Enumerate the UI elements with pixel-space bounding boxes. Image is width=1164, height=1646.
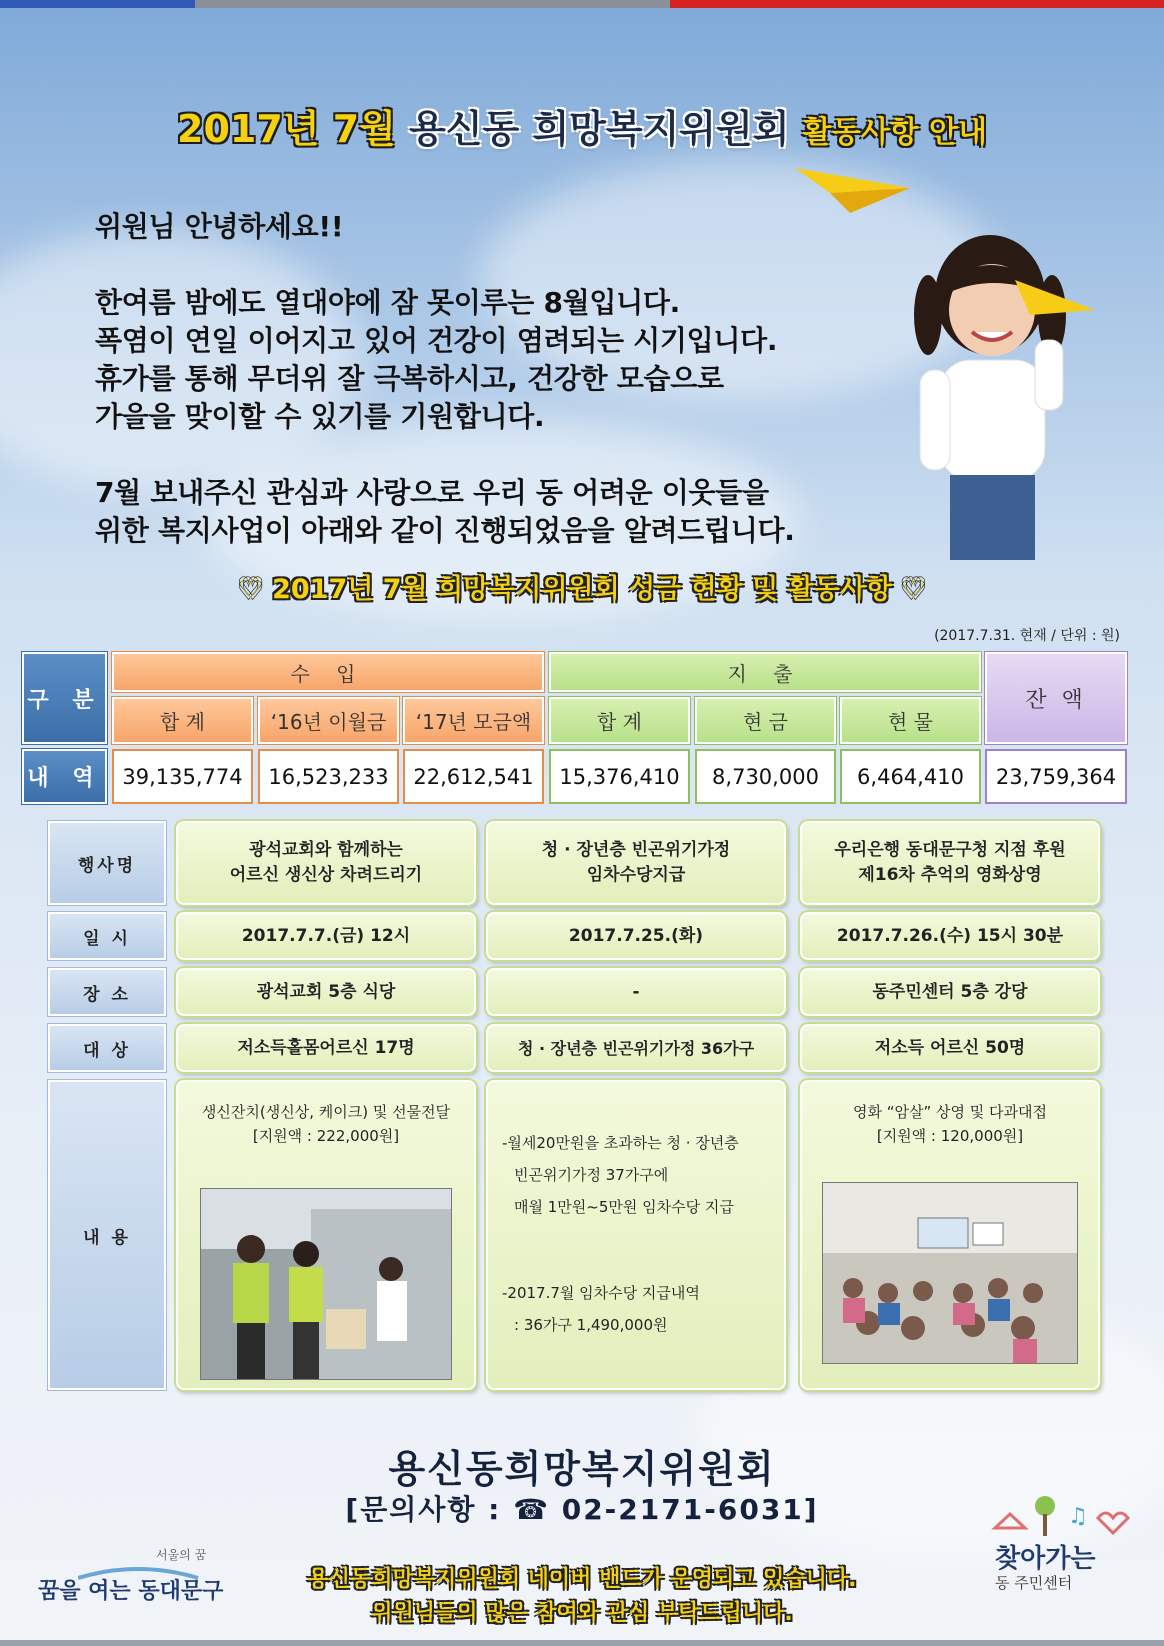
event-3-name-line2: 제16차 추억의 영화상영 xyxy=(858,865,1042,885)
event-2-content xyxy=(486,1080,786,1390)
event-1-photo xyxy=(200,1188,452,1380)
band-notice-1: 용신동희망복지위원회 네이버 밴드가 운영되고 있습니다. xyxy=(307,1567,857,1592)
svg-text:♫: ♫ xyxy=(1068,1504,1088,1529)
band-notice-2: 위원님들의 많은 참여와 관심 부탁드립니다. xyxy=(371,1601,793,1626)
value-cash: 8,730,000 xyxy=(695,749,836,804)
event-3-target: 저소득 어르신 50명 xyxy=(800,1024,1100,1072)
expense-col-total: 합 계 xyxy=(549,697,690,744)
income-col-carryover: ‘16년 이월금 xyxy=(258,697,399,744)
event-1-name xyxy=(176,821,476,905)
event-1-content xyxy=(176,1080,476,1390)
dongdaemun-logo xyxy=(38,1548,238,1618)
event-2-spacer xyxy=(502,1223,784,1277)
event-2-name-line2: 임차수당지급 xyxy=(586,865,686,885)
event-3-content xyxy=(800,1080,1100,1390)
row-label-event: 행사명 xyxy=(48,821,166,905)
paper-plane-decoration xyxy=(790,158,920,218)
top-accent-red xyxy=(670,0,1164,8)
event-1-name-line2: 어르신 생신상 차려드리기 xyxy=(229,865,423,885)
event-1-support-amount: [지원액 : 222,000원] xyxy=(252,1127,400,1145)
event-2-target: 청 · 장년층 빈곤위기가정 36가구 xyxy=(486,1024,786,1072)
row-label-place: 장 소 xyxy=(48,968,166,1016)
event-2-date: 2017.7.25.(화) xyxy=(486,912,786,960)
title-org: 용신동 희망복지위원회 xyxy=(395,107,803,151)
unit-note: (2017.7.31. 현재 / 단위 : 원) xyxy=(934,628,1120,644)
income-col-donations: ‘17년 모금액 xyxy=(403,697,544,744)
event-2-name xyxy=(486,821,786,905)
income-header: 수 입 xyxy=(112,652,544,692)
top-accent-blue xyxy=(0,0,195,8)
event-3-date: 2017.7.26.(수) 15시 30분 xyxy=(800,912,1100,960)
page-title xyxy=(0,98,1164,153)
logo-left-text: 꿈을 여는 동대문구 xyxy=(38,1579,224,1604)
event-2-line-2: 빈곤위기가정 37가구에 xyxy=(514,1166,669,1184)
expense-header: 지 출 xyxy=(549,652,981,692)
expense-col-goods: 현 물 xyxy=(840,697,981,744)
title-suffix: 활동사항 안내 xyxy=(802,115,987,150)
logo-left-small: 서울의 꿈 xyxy=(156,1548,207,1562)
value-carryover: 16,523,233 xyxy=(258,749,399,804)
title-date: 2017년 7월 xyxy=(177,107,396,151)
label-detail: 내 역 xyxy=(22,749,107,804)
event-3-support-amount: [지원액 : 120,000원] xyxy=(876,1127,1024,1145)
income-col-total: 합 계 xyxy=(112,697,253,744)
event-1-place: 광석교회 5층 식당 xyxy=(176,968,476,1016)
event-2-line-1: -월세20만원을 초과하는 청 · 장년층 xyxy=(502,1134,739,1152)
footer-organization: 용신동희망복지위원회 xyxy=(388,1447,776,1491)
logo-right-word1: 찾아가는 xyxy=(995,1544,1096,1574)
event-1-target: 저소득홀몸어르신 17명 xyxy=(176,1024,476,1072)
event-3-place: 동주민센터 5층 강당 xyxy=(800,968,1100,1016)
event-3-photo xyxy=(822,1182,1078,1364)
row-label-target: 대 상 xyxy=(48,1024,166,1072)
value-goods: 6,464,410 xyxy=(840,749,981,804)
value-donations: 22,612,541 xyxy=(403,749,544,804)
event-1-date: 2017.7.7.(금) 12시 xyxy=(176,912,476,960)
event-3-name xyxy=(800,821,1100,905)
event-2-place: - xyxy=(486,968,786,1016)
event-2-line-6: : 36가구 1,490,000원 xyxy=(514,1316,668,1334)
event-1-name-line1: 광석교회와 함께하는 xyxy=(249,840,403,860)
event-2-line-5: -2017.7월 임차수당 지급내역 xyxy=(502,1284,700,1302)
event-1-content-text: 생신잔치(생신상, 케이크) 및 선물전달 xyxy=(201,1103,451,1121)
community-center-logo xyxy=(990,1488,1140,1598)
logo-right-line1 xyxy=(995,1538,1095,1575)
event-2-line-3: 매월 1만원~5만원 임차수당 지급 xyxy=(514,1198,734,1216)
event-2-name-line1: 청 · 장년층 빈곤위기가정 xyxy=(541,840,731,860)
value-balance: 23,759,364 xyxy=(985,749,1127,804)
row-label-date: 일 시 xyxy=(48,912,166,960)
bottom-border xyxy=(0,1640,1164,1646)
top-accent-gray xyxy=(195,0,670,8)
event-3-name-line1: 우리은행 동대문구청 지점 후원 xyxy=(834,840,1066,860)
event-3-content-text: 영화 “암살” 상영 및 다과대접 xyxy=(852,1103,1047,1121)
value-income-total: 39,135,774 xyxy=(112,749,253,804)
girl-with-paper-plane-illustration xyxy=(880,220,1100,560)
label-category: 구 분 xyxy=(22,652,107,744)
row-label-content: 내 용 xyxy=(48,1080,166,1390)
section-subtitle: ♡ 2017년 7월 희망복지위원회 성금 현황 및 활동사항 ♡ xyxy=(238,574,926,605)
expense-col-cash: 현 금 xyxy=(695,697,836,744)
balance-header: 잔 액 xyxy=(985,652,1127,744)
intro-message: 위원님 안녕하세요!! 한여름 밤에도 열대야에 잠 못이루는 8월입니다. 폭염이 연일 이어지고 있어 건강이 염려되는 시기입니다. 휴가를 통해 무더위 잘 극복하시고, 건강한 모습으로 가을을 맞이할 수 있기를 기원합니다. 7월 보내주신 관심과 사랑으로 우리 동 어려운 이웃들을 위한 복지사업이 아래와 같이 진행되었음을 알려드립니다. xyxy=(95,210,795,547)
contact-info: [문의사항 : ☎ 02-2171-6031] xyxy=(345,1493,819,1526)
logo-right-word2: 동 주민센터 xyxy=(995,1574,1073,1592)
value-expense-total: 15,376,410 xyxy=(549,749,690,804)
